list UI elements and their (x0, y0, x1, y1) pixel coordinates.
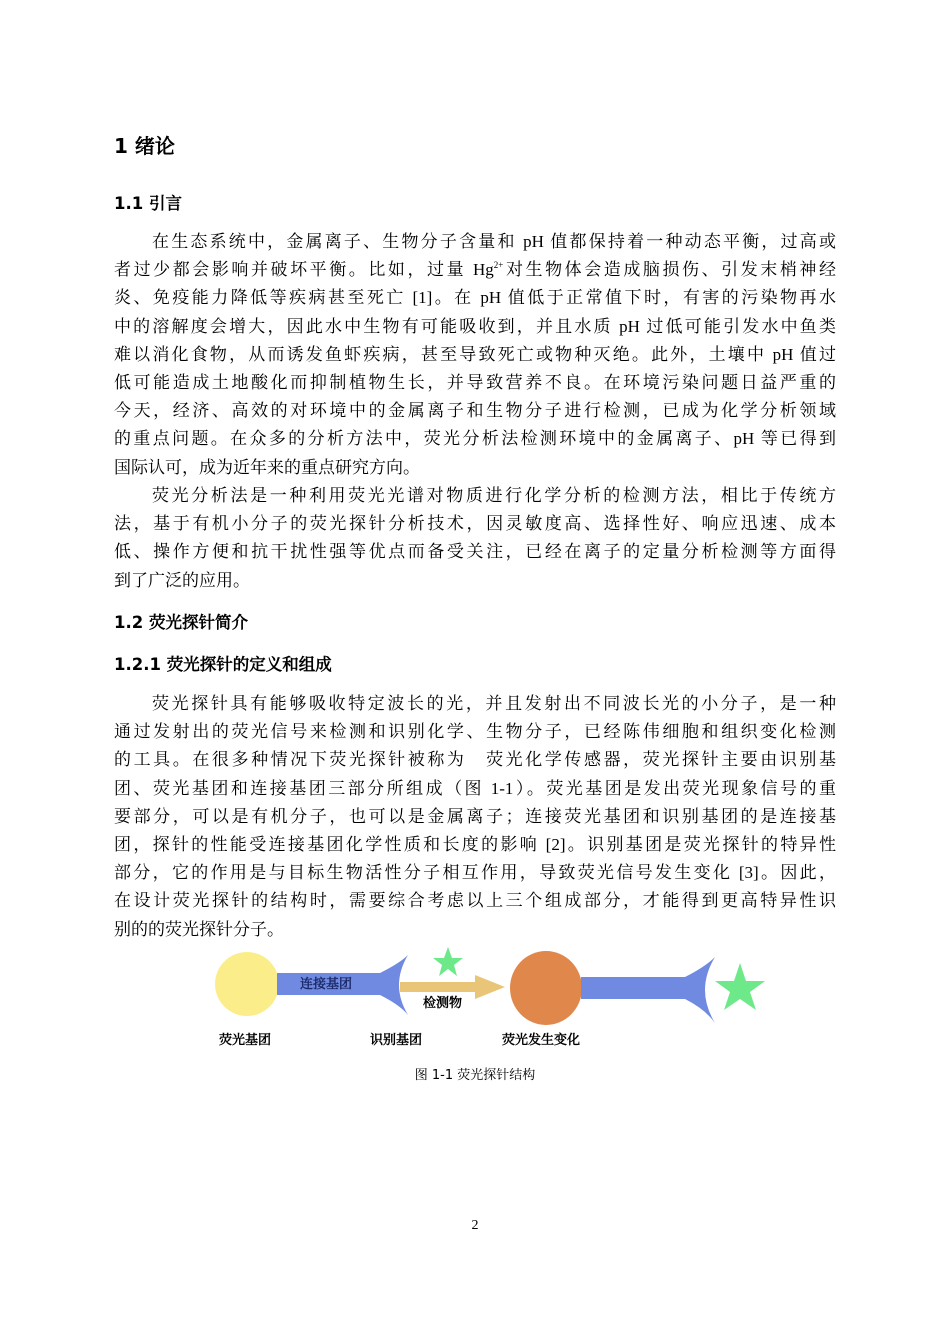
text-line (114, 256, 836, 284)
text-line: 要部分，可以是有机分子，也可以是金属离子；连接荧光基团和识别基团的是连接基 (114, 806, 836, 826)
figure-caption: 图 1-1 荧光探针结构 (414, 1068, 536, 1083)
receptor-shape-2 (685, 957, 715, 1023)
paragraph-intro (114, 228, 836, 482)
text-line: 今天，经济、高效的对环境中的金属离子和生物分子进行检测，已成为化学分析领域 (114, 401, 836, 421)
text-line: 团，探针的性能受连接基团化学性质和长度的影响 [2]。识别基团是荧光探针的特异性 (114, 834, 836, 854)
text-run: 者过少都会影响并破坏平衡。比如，过量 Hg (114, 260, 494, 280)
text-line: 到了广泛的应用。 (114, 570, 250, 590)
changed-fluorophore-circle (510, 951, 582, 1025)
text-line: 国际认可，成为近年来的重点研究方向。 (114, 457, 420, 477)
text-line: 中的溶解度会增大，因此水中生物有可能吸收到，并且水质 pH 过低可能引发水中鱼类 (114, 316, 836, 336)
text-line: 的工具。在很多种情况下荧光探针被称为 荧光化学传感器，荧光探针主要由识别基 (114, 750, 836, 770)
text-line: 的重点问题。在众多的分析方法中，荧光分析法检测环境中的金属离子、pH 等已得到 (114, 429, 836, 449)
text-line: 难以消化食物，从而诱发鱼虾疾病，甚至导致死亡或物种灭绝。此外，土壤中 pH 值过 (114, 344, 836, 364)
text-line: 团、荧光基团和连接基团三部分所组成（图 1-1）。荧光基团是发出荧光现象信号的重 (114, 778, 836, 798)
paragraph-fluorescence-analysis (114, 482, 836, 595)
analyte-star-icon (433, 947, 463, 976)
section-title-1-2: 1.2 荧光探针简介 (114, 613, 248, 632)
analyte-label: 检测物 (423, 996, 463, 1011)
change-label: 荧光发生变化 (502, 1033, 581, 1048)
chapter-title: 1 绪论 (114, 134, 175, 158)
text-line: 炎、免疫能力降低等疾病甚至死亡 [1]。在 pH 值低于正常值下时，有害的污染物再水 (114, 288, 836, 308)
section-title-1-2-1: 1.2.1 荧光探针的定义和组成 (114, 655, 332, 674)
page-number: 2 (471, 1218, 479, 1233)
bound-star-icon (715, 963, 765, 1010)
text-line: 低可能造成土地酸化而抑制植物生长，并导致营养不良。在环境污染问题日益严重的 (114, 372, 836, 392)
text-line: 通过发射出的荧光信号来检测和识别化学、生物分子，已经陈伟细胞和组织变化检测 (114, 722, 836, 742)
fluorophore-circle (215, 952, 279, 1016)
text-line: 部分，它的作用是与目标生物活性分子相互作用，导致荧光信号发生变化 [3]。因此， (114, 863, 836, 883)
text-line: 荧光分析法是一种利用荧光光谱对物质进行化学分析的检测方法，相比于传统方 (152, 486, 836, 505)
fluorophore-label: 荧光基团 (219, 1033, 272, 1048)
text-line: 荧光探针具有能够吸收特定波长的光，并且发射出不同波长光的小分子，是一种 (152, 694, 836, 713)
superscript: 2+ (493, 260, 504, 271)
text-line: 别的的荧光探针分子。 (114, 919, 284, 939)
text-line: 法，基于有机小分子的荧光探针分析技术，因灵敏度高、选择性好、响应迅速、成本 (114, 514, 836, 534)
text-line: 在生态系统中，金属离子、生物分子含量和 pH 值都保持着一种动态平衡，过高或 (152, 232, 836, 251)
receptor-label: 识别基团 (370, 1033, 423, 1048)
paragraph-probe-definition (114, 690, 836, 944)
section-title-1-1: 1.1 引言 (114, 194, 182, 213)
text-line: 在设计荧光探针的结构时，需要综合考虑以上三个组成部分，才能得到更高特异性识 (114, 891, 836, 911)
text-line: 低、操作方便和抗干扰性强等优点而备受关注，已经在离子的定量分析检测等方面得 (114, 542, 836, 562)
text-run: 对生物体会造成脑损伤、引发末梢神经 (503, 260, 837, 280)
linker-bar-2 (581, 977, 691, 999)
linker-label: 连接基团 (300, 977, 353, 992)
probe-structure-figure (205, 945, 775, 1055)
